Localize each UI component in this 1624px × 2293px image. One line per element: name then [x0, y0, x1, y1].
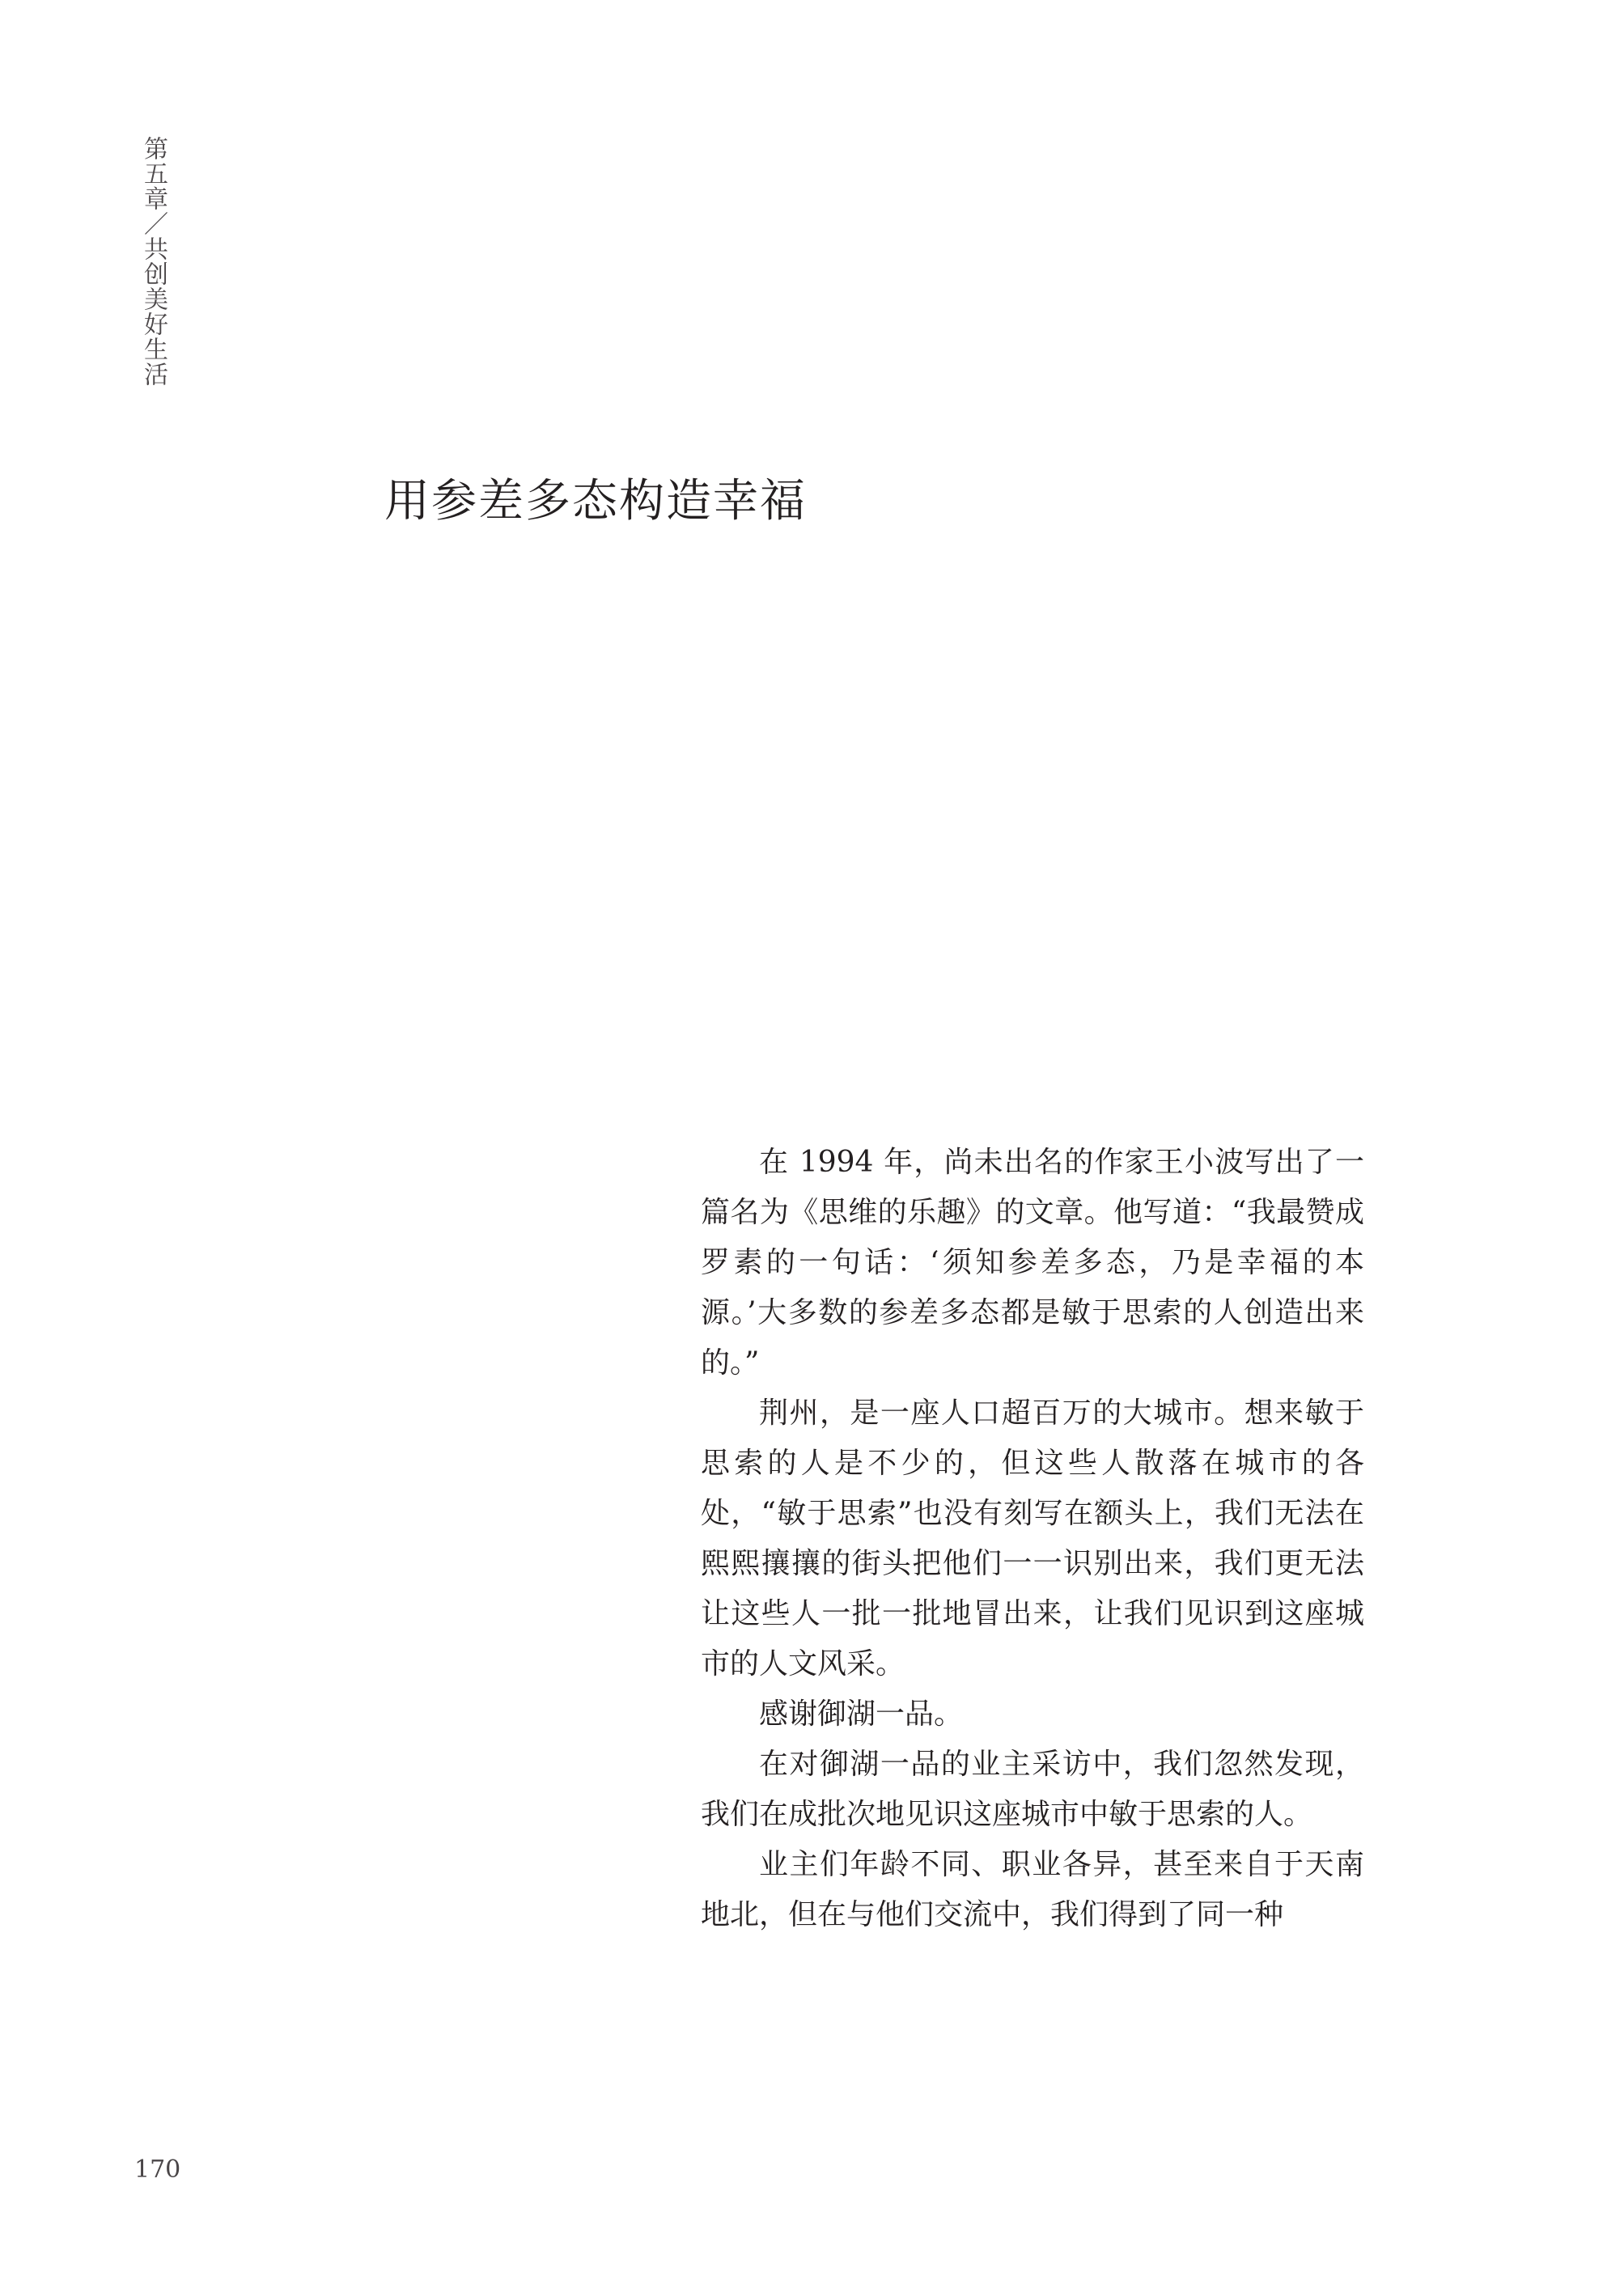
running-head-chapter: 第五章: [139, 136, 167, 211]
running-head-separator: ／: [139, 211, 167, 236]
running-head: [139, 136, 167, 387]
paragraph: 业主们年龄不同、职业各异，甚至来自于天南地北，但在与他们交流中，我们得到了同一种: [701, 1848, 1364, 1931]
running-head-section: 共创美好生活: [139, 236, 167, 387]
paragraph: 荆州，是一座人口超百万的大城市。想来敏于思索的人是不少的，但这些人散落在城市的各处，“敏于思索”也没有刻写在额头上，我们无法在熙熙攘攘的街头把他们一一识别出来，我们更无法让这些人一批一批地冒出来，让我们见识到这座城市的人文风采。: [701, 1397, 1364, 1681]
paragraph: 感谢御湖一品。: [759, 1697, 964, 1731]
article-title: 用参差多态构造幸福: [384, 475, 807, 528]
page-number: 170: [134, 2155, 181, 2184]
paragraph: 在 1994 年，尚未出名的作家王小波写出了一篇名为《思维的乐趣》的文章。他写道：“我最赞成罗素的一句话：‘须知参差多态，乃是幸福的本源。’大多数的参差多态都是敏于思索的人创造出来的。”: [701, 1146, 1364, 1380]
article-body: [701, 1138, 1364, 1940]
paragraph: 在对御湖一品的业主采访中，我们忽然发现，我们在成批次地见识这座城市中敏于思索的人。: [701, 1748, 1364, 1831]
